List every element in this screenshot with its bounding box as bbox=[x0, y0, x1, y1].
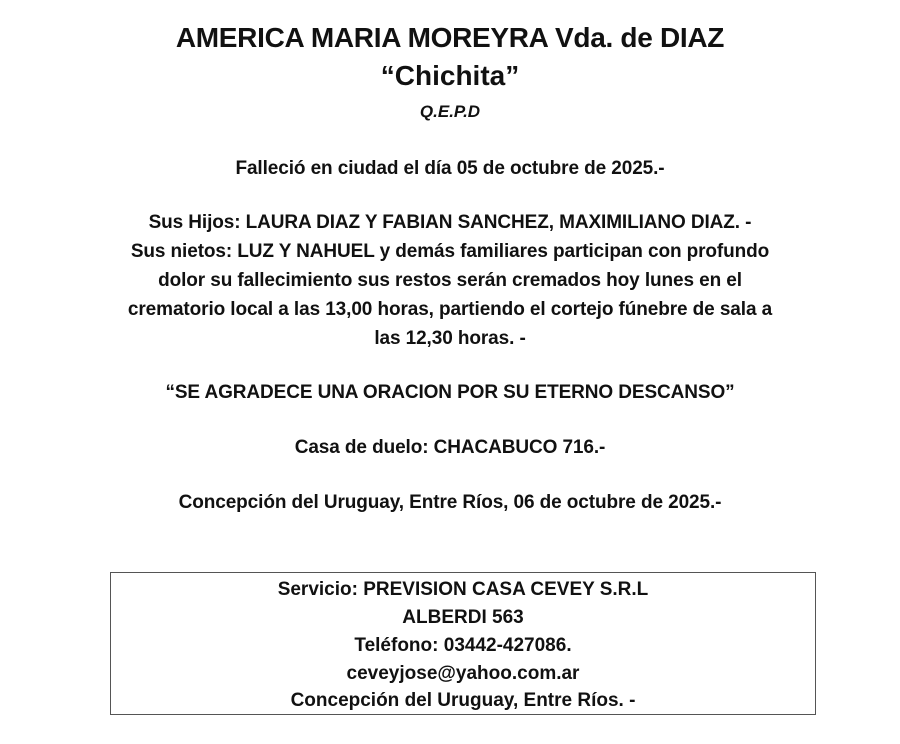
family-line: Sus nietos: LUZ Y NAHUEL y demás familiares participan con profundo bbox=[130, 241, 770, 262]
family-line: las 12,30 horas. - bbox=[374, 328, 526, 349]
deceased-name: AMERICA MARIA MOREYRA Vda. de DIAZ bbox=[175, 22, 725, 53]
family-line: dolor su fallecimiento sus restos serán cremados hoy lunes en el bbox=[158, 270, 742, 291]
service-email[interactable]: ceveyjose@yahoo.com.ar bbox=[346, 663, 580, 684]
qepd-label: Q.E.P.D bbox=[419, 102, 481, 121]
prayer-request: “SE AGRADECE UNA ORACION POR SU ETERNO DESCANSO” bbox=[165, 382, 735, 403]
service-info-box bbox=[110, 572, 816, 715]
service-address: ALBERDI 563 bbox=[402, 607, 524, 628]
service-phone: Teléfono: 03442-427086. bbox=[354, 635, 572, 656]
family-line: Sus Hijos: LAURA DIAZ Y FABIAN SANCHEZ, MAXIMILIANO DIAZ. - bbox=[148, 212, 752, 233]
family-line: crematorio local a las 13,00 horas, partiendo el cortejo fúnebre de sala a bbox=[127, 299, 773, 320]
mourning-house: Casa de duelo: CHACABUCO 716.- bbox=[294, 437, 606, 458]
death-notice: Falleció en ciudad el día 05 de octubre de 2025.- bbox=[235, 158, 665, 179]
service-city: Concepción del Uruguay, Entre Ríos. - bbox=[290, 690, 636, 711]
place-and-date: Concepción del Uruguay, Entre Ríos, 06 de octubre de 2025.- bbox=[178, 492, 722, 513]
deceased-nickname: “Chichita” bbox=[380, 60, 520, 91]
service-provider: Servicio: PREVISION CASA CEVEY S.R.L bbox=[277, 579, 649, 600]
